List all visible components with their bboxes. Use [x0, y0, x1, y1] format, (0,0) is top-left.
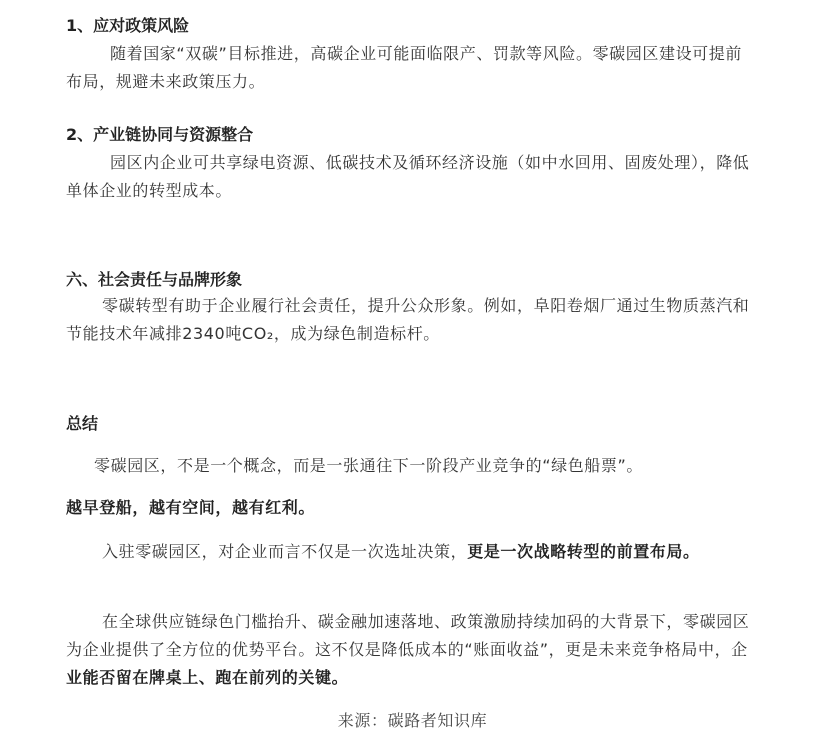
summary-paragraph-4-normal: 在全球供应链绿色门槛抬升、碳金融加速落地、政策激励持续加码的大背景下，零碳园区为企业提供了全方位的优势平台。这不仅是降低成本的“账面收益”，更是未来竞争格局中，企	[66, 612, 750, 659]
summary-paragraph-4	[66, 608, 756, 692]
summary-paragraph-3	[66, 538, 756, 566]
summary-paragraph-2: 越早登船，越有空间，越有红利。	[66, 498, 316, 517]
section1-heading: 1、应对政策风险	[66, 16, 190, 35]
summary-paragraph-1: 零碳园区，不是一个概念，而是一张通往下一阶段产业竞争的“绿色船票”。	[94, 456, 643, 475]
section2-paragraph: 园区内企业可共享绿电资源、低碳技术及循环经济设施（如中水回用、固废处理），降低单体企业的转型成本。	[66, 153, 750, 200]
section1-paragraph: 随着国家“双碳”目标推进，高碳企业可能面临限产、罚款等风险。零碳园区建设可提前布局，规避未来政策压力。	[66, 44, 742, 91]
summary-paragraph-3-bold: 更是一次战略转型的前置布局。	[467, 542, 700, 561]
section2-heading: 2、产业链协同与资源整合	[66, 125, 254, 144]
section6-paragraph: 零碳转型有助于企业履行社会责任，提升公众形象。例如，阜阳卷烟厂通过生物质蒸汽和节能技术年减排2340吨CO₂，成为绿色制造标杆。	[66, 296, 750, 343]
summary-paragraph-4-bold: 业能否留在牌桌上、跑在前列的关键。	[66, 668, 349, 687]
summary-paragraph-3-normal: 入驻零碳园区，对企业而言不仅是一次选址决策，	[102, 542, 468, 561]
summary-heading: 总结	[66, 414, 99, 433]
source-caption: 来源：碳路者知识库	[337, 711, 488, 730]
section6-heading: 六、社会责任与品牌形象	[66, 270, 243, 289]
